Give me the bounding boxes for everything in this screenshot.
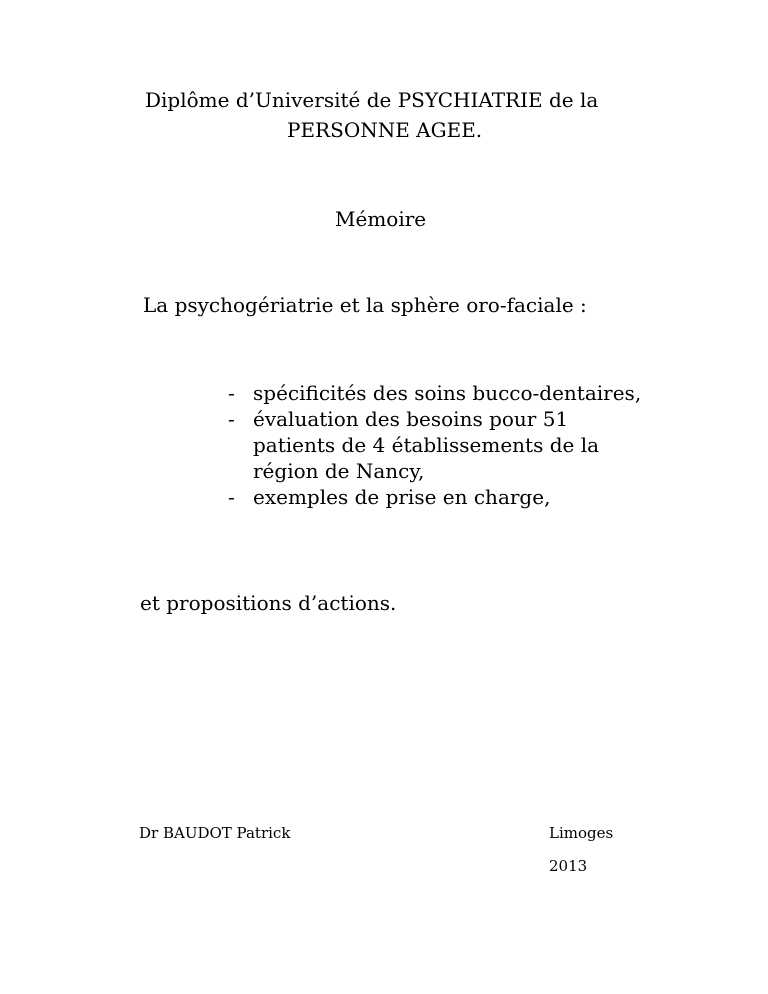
list-item-text: évaluation des besoins pour 51 bbox=[253, 407, 569, 431]
dash-marker: - bbox=[228, 381, 235, 405]
author-name: Dr BAUDOT Patrick bbox=[139, 824, 291, 842]
dash-marker: - bbox=[228, 407, 235, 431]
list-item-text: région de Nancy, bbox=[253, 459, 425, 483]
list-item-text: spécificités des soins bucco-dentaires, bbox=[253, 381, 642, 405]
list-item-text: exemples de prise en charge, bbox=[253, 485, 551, 509]
list-item-continuation bbox=[228, 432, 641, 458]
list-item-text: patients de 4 établissements de la bbox=[253, 433, 600, 457]
list-item bbox=[228, 406, 641, 432]
topic-list bbox=[228, 380, 641, 510]
list-item bbox=[228, 484, 641, 510]
document-type: Mémoire bbox=[335, 207, 427, 231]
title-line-1: Diplôme d’Université de PSYCHIATRIE de la bbox=[145, 88, 599, 112]
subject-heading: La psychogériatrie et la sphère oro-faciale : bbox=[143, 293, 587, 317]
conclusion-line: et propositions d’actions. bbox=[140, 591, 397, 615]
city: Limoges bbox=[549, 824, 614, 842]
title-line-2: PERSONNE AGEE. bbox=[287, 118, 483, 142]
list-item-continuation bbox=[228, 458, 641, 484]
list-item bbox=[228, 380, 641, 406]
dash-marker: - bbox=[228, 485, 235, 509]
year: 2013 bbox=[549, 857, 588, 875]
